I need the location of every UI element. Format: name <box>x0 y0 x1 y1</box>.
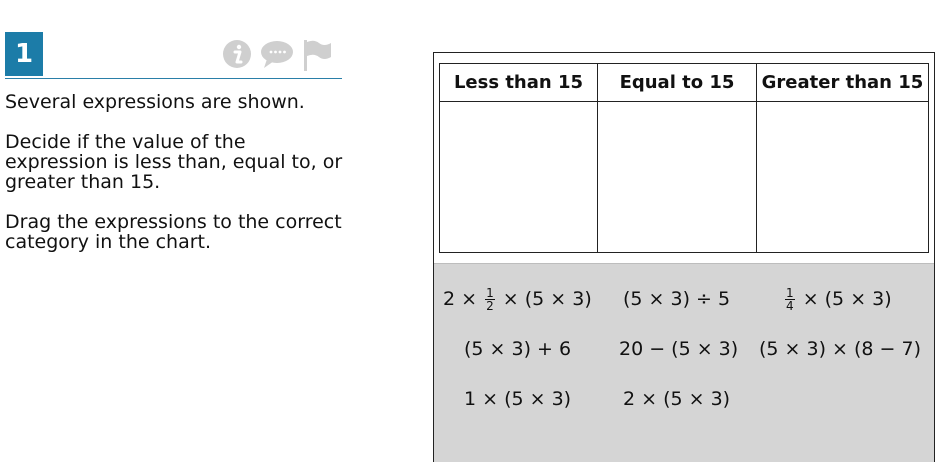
expression-tile[interactable]: (5 × 3) ÷ 5 <box>623 288 731 310</box>
expression-prefix: 2 × <box>443 288 478 310</box>
drop-zone-less-than-15[interactable] <box>440 102 598 252</box>
expression-tile[interactable] <box>783 284 892 314</box>
expression-suffix: × (5 × 3) <box>802 288 892 310</box>
fraction-numerator: 1 <box>786 286 794 300</box>
question-instructions <box>5 92 345 272</box>
column-header-greater-than-15: Greater than 15 <box>757 64 928 102</box>
instruction-line-3: Drag the expressions to the correct category in the chart. <box>5 211 342 253</box>
instruction-line-2: Decide if the value of the expression is less than, equal to, or greater than 15. <box>5 131 343 193</box>
column-header-equal-to-15: Equal to 15 <box>598 64 757 102</box>
drop-zone-equal-to-15[interactable] <box>598 102 757 252</box>
expression-tile[interactable]: 1 × (5 × 3) <box>464 388 572 410</box>
flag-icon[interactable] <box>302 39 332 71</box>
expression-tray <box>434 263 934 462</box>
fraction <box>485 287 495 312</box>
drop-zone-greater-than-15[interactable] <box>757 102 928 252</box>
fraction-numerator: 1 <box>486 286 494 300</box>
expression-tile[interactable]: (5 × 3) + 6 <box>464 338 572 360</box>
column-header-less-than-15: Less than 15 <box>440 64 598 102</box>
expression-suffix: × (5 × 3) <box>502 288 592 310</box>
fraction-denominator: 2 <box>486 299 494 313</box>
fraction-denominator: 4 <box>786 299 794 313</box>
expression-tile[interactable]: 20 − (5 × 3) <box>619 338 739 360</box>
question-number: 1 <box>5 32 43 76</box>
expression-tile[interactable]: (5 × 3) × (8 − 7) <box>759 338 922 360</box>
category-chart <box>439 63 929 253</box>
instruction-line-1: Several expressions are shown. <box>5 91 305 113</box>
expression-tile[interactable]: 2 × (5 × 3) <box>623 388 731 410</box>
fraction <box>785 287 795 312</box>
comment-icon[interactable] <box>260 39 294 69</box>
info-icon[interactable] <box>222 39 252 69</box>
question-header <box>5 32 342 79</box>
question-tools <box>216 39 336 71</box>
drag-drop-panel <box>433 52 935 462</box>
expression-tile[interactable] <box>443 284 592 314</box>
